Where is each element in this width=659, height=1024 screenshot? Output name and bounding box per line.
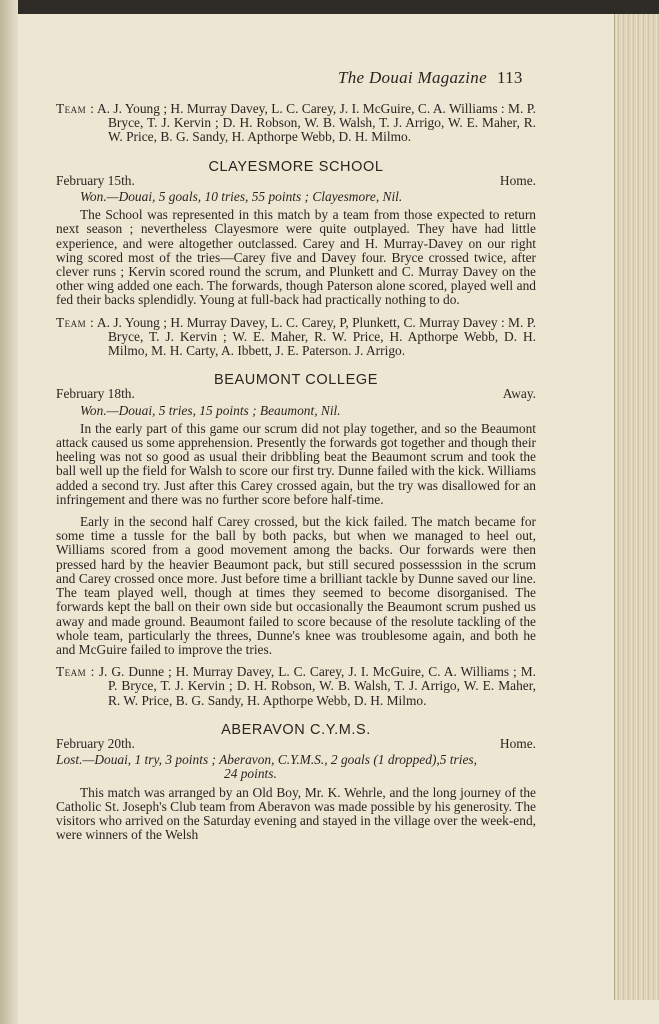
- match-date: February 18th.: [56, 386, 135, 402]
- page-gutter: [0, 0, 18, 1024]
- match-date: February 20th.: [56, 735, 135, 751]
- match-venue: Home.: [499, 172, 536, 188]
- section-title: CLAYESMORE SCHOOL: [208, 158, 384, 175]
- team-names: A. J. Young ; H. Murray Davey, L. C. Carey, J. I. McGuire, C. A. Williams : M. P. Bryce, T. J. Kervin ; D. H. Robson, W. B. Walsh, T. J. Arrigo, W. E. Maher, R. W. Price, B. G. Sandy, H. Apthorpe Webb, D. H. Milmo.: [96, 101, 537, 145]
- match-venue: Home.: [499, 735, 536, 751]
- match-result-line: Lost.—Douai, 1 try, 3 points ; Aberavon, C.Y.M.S., 2 goals (1 dropped),5 tries,: [56, 752, 477, 768]
- match-date-row: [56, 737, 536, 751]
- match-date-row: [56, 387, 536, 401]
- running-header: [338, 68, 523, 88]
- page-edges: [614, 14, 659, 1000]
- match-result: Won.—Douai, 5 goals, 10 tries, 55 points ; Clayesmore, Nil.: [80, 189, 403, 205]
- match-report-paragraph: Early in the second half Carey crossed, but the kick failed. The match became for some time a tussle for the ball by both packs, but when we managed to heel out, Williams scored from a good movement among the backs. Our forwards were then pressed hard by the heavier Beaumont pack, but still secured possesssion in the scrum and Carey crossed once more. Just before time a brilliant tackle by Dunne saved our line. The team played well, though at times they seemed to become disorganised. The forwards kept the ball on their own side but occasionally the Beaumont scrum pushed us away and made ground. Beaumont failed to score because of the resolute tackling of the whole team, particularly the threes, Dunne's knee was troublesome again, and both he and McGuire failed to improve the tries.: [56, 514, 536, 657]
- match-report-paragraph: The School was represented in this match by a team from those expected to return next season ; nevertheless Clayesmore were quite outplayed. They have had little experience, and were altogether outclassed. Carey and H. Murray-Davey on our right wing scored most of the tries—Carey five and Davey four. Bryce crossed twice, after clever runs ; Kervin scored round the scrum, and Plunkett and C. Murray Davey on the other wing added one each. The forwards, though Paterson alone scored, played well and fed their backs splendidly. Young at full-back had practically nothing to do.: [56, 207, 536, 308]
- team-list: [56, 316, 536, 359]
- page-content: [56, 102, 536, 842]
- match-report-paragraph: This match was arranged by an Old Boy, Mr. K. Wehrle, and the long journey of the Catholic St. Joseph's Club team from Aberavon was made possible by his generosity. The visitors who arrived on the Saturday evening and stayed in the village over the week-end, were winners of the Welsh: [56, 784, 536, 843]
- page-number: 113: [496, 68, 523, 87]
- team-list: [56, 665, 536, 708]
- section-title: BEAUMONT COLLEGE: [213, 372, 379, 389]
- match-result-continuation: 24 points.: [224, 766, 277, 782]
- match-report-paragraph: In the early part of this game our scrum did not play together, and so the Beaumont attack caused us some apprehension. Presently the forwards got together and though their heeling was not so good as usual their dribbling beat the Beaumont scrum and took the ball well up the field for Walsh to score our first try. Dunne failed with the kick. Williams added a second try. Just after this Carey crossed again, but the try was disallowed for an infringement and there was no further score before half-time.: [56, 420, 536, 507]
- team-label: Team :: [56, 314, 95, 330]
- section-title: ABERAVON C.Y.M.S.: [221, 721, 371, 738]
- team-names: A. J. Young ; H. Murray Davey, L. C. Carey, P, Plunkett, C. Murray Davey : M. P. Bryce, T. J. Kervin ; W. E. Maher, R. W. Price, H. Apthorpe Webb, D. H. Milmo, M. H. Carty, A. Ibbett, J. E. Paterson. J. Arrigo.: [96, 314, 536, 359]
- team-label: Team :: [56, 664, 95, 680]
- match-result: [56, 753, 536, 781]
- match-date: February 15th.: [56, 172, 135, 188]
- match-result: Won.—Douai, 5 tries, 15 points ; Beaumont, Nil.: [80, 402, 341, 418]
- scan-border: [0, 0, 659, 14]
- magazine-title: The Douai Magazine: [338, 68, 487, 87]
- team-list: [56, 102, 536, 145]
- team-names: J. G. Dunne ; H. Murray Davey, L. C. Carey, J. I. McGuire, C. A. Williams ; M. P. Bryce, T. J. Kervin ; D. H. Robson, W. B. Walsh, T. J. Arrigo, W. E. Maher, R. W. Price, B. G. Sandy, H. Apthorpe Webb, D. H. Milmo.: [98, 664, 536, 708]
- team-label: Team :: [56, 101, 95, 116]
- match-venue: Away.: [502, 386, 536, 402]
- match-date-row: [56, 174, 536, 188]
